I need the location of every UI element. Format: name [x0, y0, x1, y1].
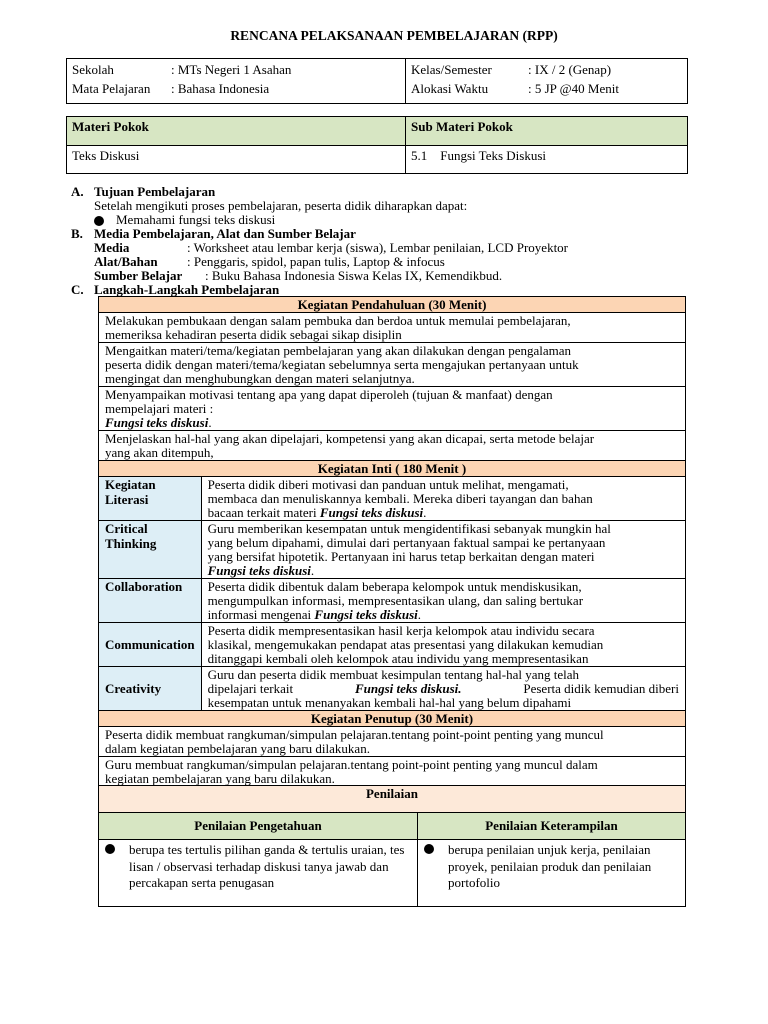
line: kesempatan untuk menanyakan kembali hal-hal yang belum dipahami	[207, 695, 572, 710]
divider	[405, 59, 406, 103]
sekolah-value: : MTs Negeri 1 Asahan	[171, 62, 292, 77]
literasi-label	[99, 477, 202, 521]
line: Guru membuat rangkuman/simpulan pelajaran.tentang point-point penting yang muncul dalam	[105, 757, 598, 772]
penutup-header: Kegiatan Penutup (30 Menit)	[99, 711, 686, 727]
line: Guru memberikan kesempatan untuk mengidentifikasi sebanyak mungkin hal	[207, 521, 611, 536]
sub-materi-value: 5.1 Fungsi Teks Diskusi	[411, 148, 547, 163]
collaboration-label	[99, 579, 202, 623]
line: Peserta didik dibentuk dalam beberapa kelompok untuk mendiskusikan,	[207, 579, 582, 594]
line: memeriksa kehadiran peserta didik sebagai sikap disiplin	[105, 327, 402, 342]
pengetahuan-text: berupa tes tertulis pilihan ganda & tertulis uraian, tes lisan / observasi terhadap diskusi tanya jawab dan percakapan serta penugasan	[129, 842, 405, 890]
line: Creativity	[105, 681, 162, 696]
line: Peserta didik diberi motivasi dan panduan untuk melihat, mengamati,	[207, 477, 569, 492]
line: Peserta didik mempresentasikan hasil kerja kelompok atau individu secara	[207, 623, 595, 638]
section-b-heading: Media Pembelajaran, Alat dan Sumber Belajar	[94, 226, 356, 241]
pendahuluan-row-2	[99, 343, 686, 387]
line: ditanggapi kembali oleh kelompok atau individu yang mempresentasikan	[207, 651, 589, 666]
sumber-label: Sumber Belajar	[94, 268, 183, 283]
media-label: Media	[94, 240, 130, 255]
line: Communication	[105, 637, 195, 652]
collaboration-text	[201, 579, 685, 623]
divider	[405, 146, 406, 173]
line: Melakukan pembukaan dengan salam pembuka dan berdoa untuk memulai pembelajaran,	[105, 313, 571, 328]
punct: .	[208, 415, 212, 430]
pendahuluan-row-3	[99, 387, 686, 431]
penilaian-table	[98, 785, 686, 907]
section-a-heading: Tujuan Pembelajaran	[94, 184, 216, 199]
creativity-text	[201, 667, 685, 711]
line	[208, 564, 679, 578]
line	[208, 506, 679, 520]
line: membaca dan menuliskannya kembali. Mereka diberi tayangan dan bahan	[207, 491, 593, 506]
bullet-icon	[94, 216, 104, 226]
critical-label	[99, 521, 202, 579]
media-value: : Worksheet atau lembar kerja (siswa), Lembar penilaian, LCD Proyektor	[187, 240, 569, 255]
pendahuluan-row-1	[99, 313, 686, 343]
punct: .	[417, 607, 421, 622]
emphasis: Fungsi teks diskusi	[314, 607, 418, 622]
section-c-letter: C.	[71, 282, 84, 297]
section-a-intro: Setelah mengikuti proses pembelajaran, peserta didik diharapkan dapat:	[94, 198, 468, 213]
penutup-row-2	[99, 757, 686, 787]
line: peserta didik dengan materi/tema/kegiatan sebelumnya serta mengajukan pertanyaan untuk	[105, 357, 579, 372]
critical-text	[201, 521, 685, 579]
punct: .	[423, 505, 427, 520]
materi-pokok-header: Materi Pokok	[72, 119, 149, 134]
sub-materi-header: Sub Materi Pokok	[411, 119, 513, 134]
keterampilan-body	[418, 840, 686, 907]
line: mengingat dan menghubungkan dengan materi selanjutnya.	[105, 371, 415, 386]
keterampilan-item	[424, 842, 679, 892]
line	[208, 608, 679, 622]
line: Mengaitkan materi/tema/kegiatan pembelajaran yang akan dilakukan dengan pengalaman	[105, 343, 572, 358]
line: Critical	[105, 521, 148, 536]
sumber-value: : Buku Bahasa Indonesia Siswa Kelas IX, Kemendikbud.	[205, 268, 503, 283]
communication-label	[99, 623, 202, 667]
line	[105, 416, 679, 430]
inti-header: Kegiatan Inti ( 180 Menit )	[99, 461, 686, 477]
materi-body-row	[67, 146, 687, 173]
pengetahuan-body	[99, 840, 418, 907]
line: kegiatan pembelajaran yang baru dilakukan.	[105, 771, 335, 786]
text: informasi mengenai	[207, 607, 312, 622]
divider	[405, 117, 406, 145]
emphasis: Fungsi teks diskusi.	[354, 681, 462, 696]
penutup-row-1	[99, 727, 686, 757]
text: Peserta didik kemudian diberi	[523, 681, 679, 696]
literasi-text	[201, 477, 685, 521]
line	[208, 682, 679, 696]
communication-text	[201, 623, 685, 667]
line: yang akan ditempuh,	[105, 445, 214, 460]
line: mempelajari materi :	[105, 401, 214, 416]
line: yang bersifat hipotetik. Pertanyaan ini harus tetap berkaitan dengan materi	[207, 549, 595, 564]
bullet-text: Memahami fungsi teks diskusi	[116, 212, 276, 227]
section-a-letter: A.	[71, 184, 84, 199]
bullet-icon	[424, 844, 434, 854]
penilaian-header	[99, 786, 686, 813]
materi-header-row	[67, 117, 687, 146]
bullet-icon	[105, 844, 115, 854]
text: bacaan terkait materi	[207, 505, 317, 520]
pendahuluan-header: Kegiatan Pendahuluan (30 Menit)	[99, 297, 686, 313]
line: Menjelaskan hal-hal yang akan dipelajari, kompetensi yang akan dicapai, serta metode belajar	[105, 431, 595, 446]
alokasi-label: Alokasi Waktu	[411, 81, 489, 96]
kelas-value: : IX / 2 (Genap)	[528, 62, 612, 77]
text: dipelajari terkait	[207, 681, 294, 696]
kelas-label: Kelas/Semester	[411, 62, 492, 77]
line: Menyampaikan motivasi tentang apa yang dapat diperoleh (tujuan & manfaat) dengan	[105, 387, 553, 402]
line: mengumpulkan informasi, mempresentasikan ulang, dan saling bertukar	[207, 593, 584, 608]
langkah-table	[98, 296, 686, 787]
info-box	[66, 58, 688, 104]
mapel-value: : Bahasa Indonesia	[171, 81, 270, 96]
section-c-heading: Langkah-Langkah Pembelajaran	[94, 282, 280, 297]
line: yang belum dipahami, dimulai dari pertanyaan faktual sampai ke pertanyaan	[207, 535, 606, 550]
punct: .	[310, 563, 315, 578]
emphasis: Fungsi teks diskusi	[105, 415, 209, 430]
emphasis: Fungsi teks diskusi	[319, 505, 424, 520]
pengetahuan-item	[105, 842, 411, 892]
mapel-label: Mata Pelajaran	[72, 81, 151, 96]
keterampilan-text: berupa penilaian unjuk kerja, penilaian proyek, penilaian produk dan penilaian portofolio	[448, 842, 652, 890]
line: dalam kegiatan pembelajaran yang baru dilakukan.	[105, 741, 370, 756]
page-title: RENCANA PELAKSANAAN PEMBELAJARAN (RPP)	[230, 28, 558, 43]
line: Collaboration	[105, 579, 183, 594]
materi-box	[66, 116, 688, 174]
header-text: Penilaian	[365, 786, 418, 801]
pendahuluan-row-4	[99, 431, 686, 461]
line: Kegiatan	[105, 477, 156, 492]
line: klasikal, mengemukakan pendapat atas presentasi yang dilakukan kemudian	[207, 637, 604, 652]
line: Literasi	[105, 492, 149, 507]
creativity-label	[99, 667, 202, 711]
alat-label: Alat/Bahan	[94, 254, 158, 269]
line: Thinking	[105, 536, 157, 551]
materi-pokok-value: Teks Diskusi	[72, 148, 140, 163]
section-b-letter: B.	[71, 226, 83, 241]
line: Guru dan peserta didik membuat kesimpulan tentang hal-hal yang telah	[207, 667, 580, 682]
section-a-bullet	[94, 213, 275, 227]
alokasi-value: : 5 JP @40 Menit	[528, 81, 619, 96]
keterampilan-header: Penilaian Keterampilan	[418, 813, 686, 840]
pengetahuan-header: Penilaian Pengetahuan	[99, 813, 418, 840]
sekolah-label: Sekolah	[72, 62, 114, 77]
alat-value: : Penggaris, spidol, papan tulis, Laptop & infocus	[187, 254, 445, 269]
line: Peserta didik membuat rangkuman/simpulan pelajaran.tentang point-point penting yang muncul	[105, 727, 604, 742]
emphasis: Fungsi teks diskusi	[207, 563, 311, 578]
